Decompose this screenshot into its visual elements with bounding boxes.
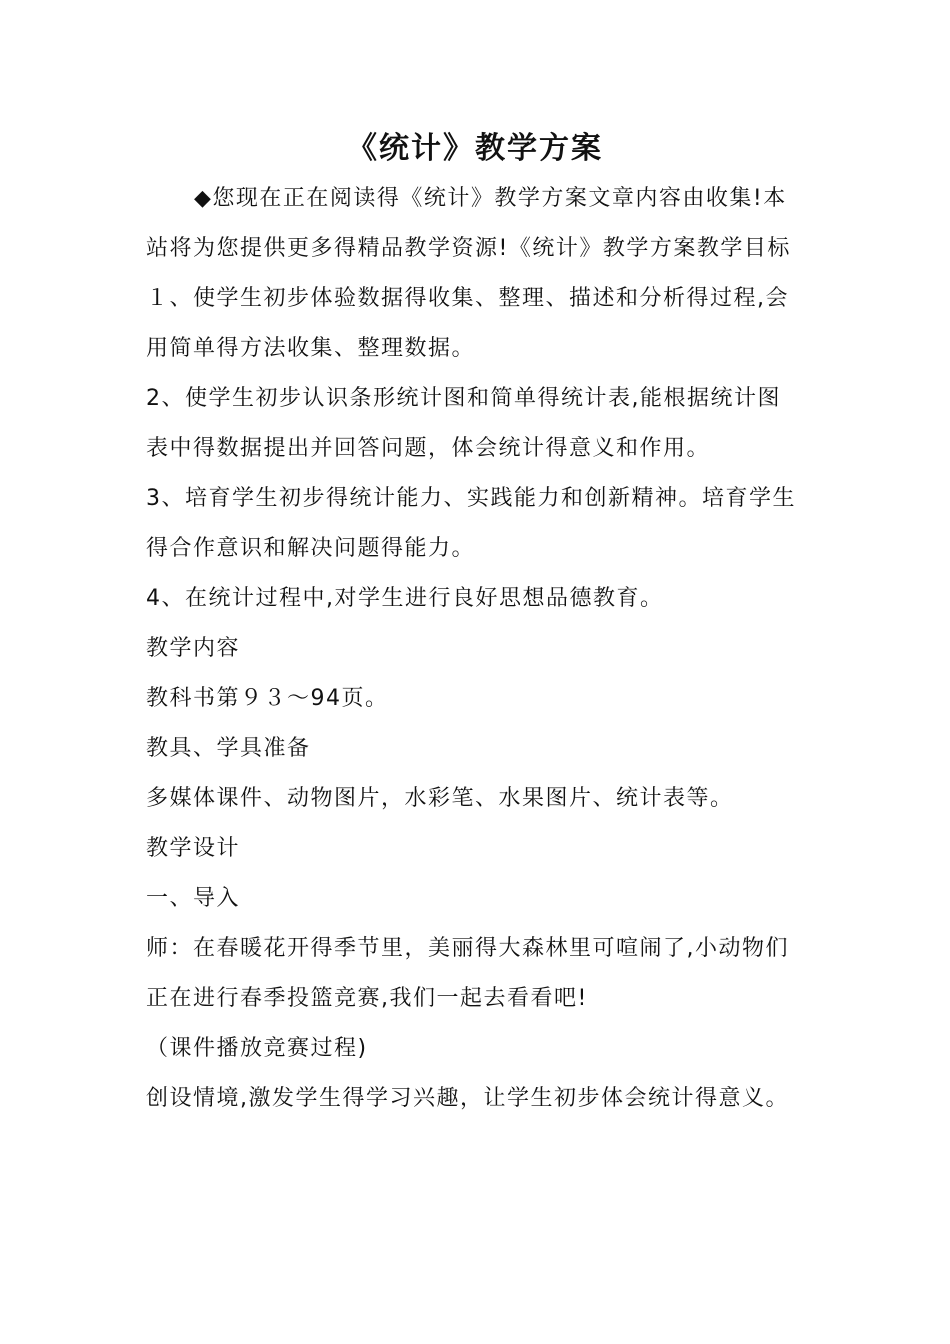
document-body [146,174,796,1124]
teacher-speech: 师：在春暖花开得季节里，美丽得大森林里可喧闹了,小动物们正在进行春季投篮竞赛,我们一起去看看吧! [146,936,789,1011]
objective-3: 3、培育学生初步得统计能力、实践能力和创新精神。培育学生得合作意识和解决问题得能力。 [146,486,796,561]
objective-1: １、使学生初步体验数据得收集、整理、描述和分析得过程,会用简单得方法收集、整理数据。 [146,286,789,361]
section-heading-design: 教学设计 [146,836,241,861]
textbook-pages: 教科书第９３～94页。 [146,686,389,711]
materials-list: 多媒体课件、动物图片，水彩笔、水果图片、统计表等。 [146,786,734,811]
objective-2: 2、使学生初步认识条形统计图和简单得统计表,能根据统计图表中得数据提出并回答问题，体会统计得意义和作用。 [146,386,781,461]
document-title: 《统计》教学方案 [347,131,603,166]
section-heading-materials: 教具、学具准备 [146,736,311,761]
courseware-note: （课件播放竞赛过程) [146,1036,368,1061]
objective-4: 4、在统计过程中,对学生进行良好思想品德教育。 [146,586,664,611]
design-rationale: 创设情境,激发学生得学习兴趣，让学生初步体会统计得意义。 [146,1086,789,1111]
section-heading-intro: 一、导入 [146,886,241,911]
section-heading-content: 教学内容 [146,636,241,661]
intro-paragraph: ◆您现在正在阅读得《统计》教学方案文章内容由收集!本站将为您提供更多得精品教学资源!《统计》教学方案教学目标 [146,186,791,261]
